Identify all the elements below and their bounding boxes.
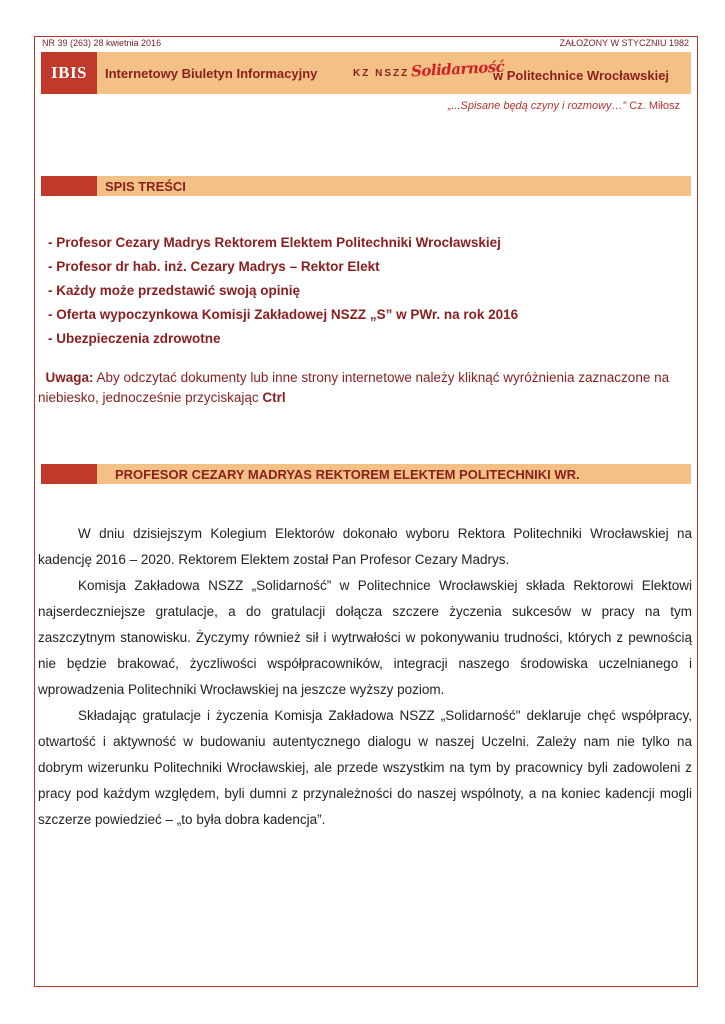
founded-note: ZAŁOŻONY W STYCZNIU 1982 [559, 38, 689, 48]
toc-heading-bar [41, 176, 691, 196]
article-paragraph-3: Składając gratulacje i życzenia Komisja Zakładowa NSZZ „Solidarność" deklaruje chęć współpracy, otwartość i aktywność w budowaniu autentycznego dialogu w naszej Uczelni. Zależy nam nie tylko na dobrym wizerunku Politechniki Wrocławskiej, ale przede wszystkim na tym by pracownicy byli zadowoleni z pracy pod każdym względem, byli dumni z przynależności do naszej wspólnoty, a na koniec kadencji mogli szczerze powiedzieć – „to była dobra kadencja”. [38, 708, 692, 827]
toc-link-madrys-rektor[interactable]: - Profesor dr hab. inż. Cezary Madrys – Rektor Elekt [48, 259, 380, 274]
issue-number: NR 39 (263) 28 kwietnia 2016 [42, 38, 162, 48]
toc-link-opinia[interactable]: - Każdy może przedstawić swoją opinię [48, 283, 301, 298]
kz-nszz-label: KZ NSZZ [353, 68, 410, 79]
solidarnosc-logo: Solidarność [410, 57, 505, 81]
note-key: Ctrl [262, 390, 286, 405]
article-body [38, 521, 692, 833]
note-label: Uwaga: [45, 370, 94, 385]
note-text: Aby odczytać dokumenty lub inne strony internetowe należy kliknąć wyróżnienia zaznaczone na niebiesko, jednocześnie przyciskając [38, 370, 670, 405]
toc-link-ubezpieczenia[interactable]: - Ubezpieczenia zdrowotne [48, 331, 221, 346]
bulletin-title: Internetowy Biuletyn Informacyjny [105, 66, 318, 81]
ibis-logo: IBIS [41, 52, 97, 94]
toc-heading-accent [41, 176, 97, 196]
article-paragraph-1: W dniu dzisiejszym Kolegium Elektorów dokonało wyboru Rektora Politechniki Wrocławskiej na kadencję 2016 – 2020. Rektorem Elektem został Pan Profesor Cezary Madrys. [38, 526, 692, 567]
header-banner [41, 52, 691, 94]
quote-text: „...Spisane będą czyny i rozmowy…” [447, 100, 627, 112]
header-quote [448, 100, 680, 112]
article-heading-bar [41, 464, 691, 484]
toc-link-oferta-wypoczynkowa[interactable]: - Oferta wypoczynkowa Komisji Zakładowej NSZZ „S” w PWr. na rok 2016 [48, 307, 519, 322]
article-heading: PROFESOR CEZARY MADRYAS REKTOREM ELEKTEM POLITECHNIKI WR. [115, 467, 580, 482]
article-paragraph-2: Komisja Zakładowa NSZZ „Solidarność” w Politechnice Wrocławskiej składa Rektorowi Elektowi najserdeczniejsze gratulacje, a do gratulacji dołącza szczere życzenia sukcesów w pracy na tym zaszczytnym stanowisku. Życzymy również sił i wytrwałości w pokonywaniu trudności, których z pewnością nie będzie brakować, życzliwości współpracowników, integracji naszego środowiska uczelnianego i wprowadzenia Politechniki Wrocławskiej na jeszcze wyższy poziom. [38, 578, 692, 697]
note-paragraph [38, 368, 688, 408]
quote-author: Cz. Miłosz [629, 100, 680, 112]
toc-heading: SPIS TREŚCI [105, 179, 186, 194]
university-label: w Politechnice Wrocławskiej [493, 68, 670, 83]
table-of-contents [48, 234, 518, 354]
toc-link-rektor-elekt[interactable]: - Profesor Cezary Madrys Rektorem Elektem Politechniki Wrocławskiej [48, 235, 501, 250]
article-heading-accent [41, 464, 97, 484]
